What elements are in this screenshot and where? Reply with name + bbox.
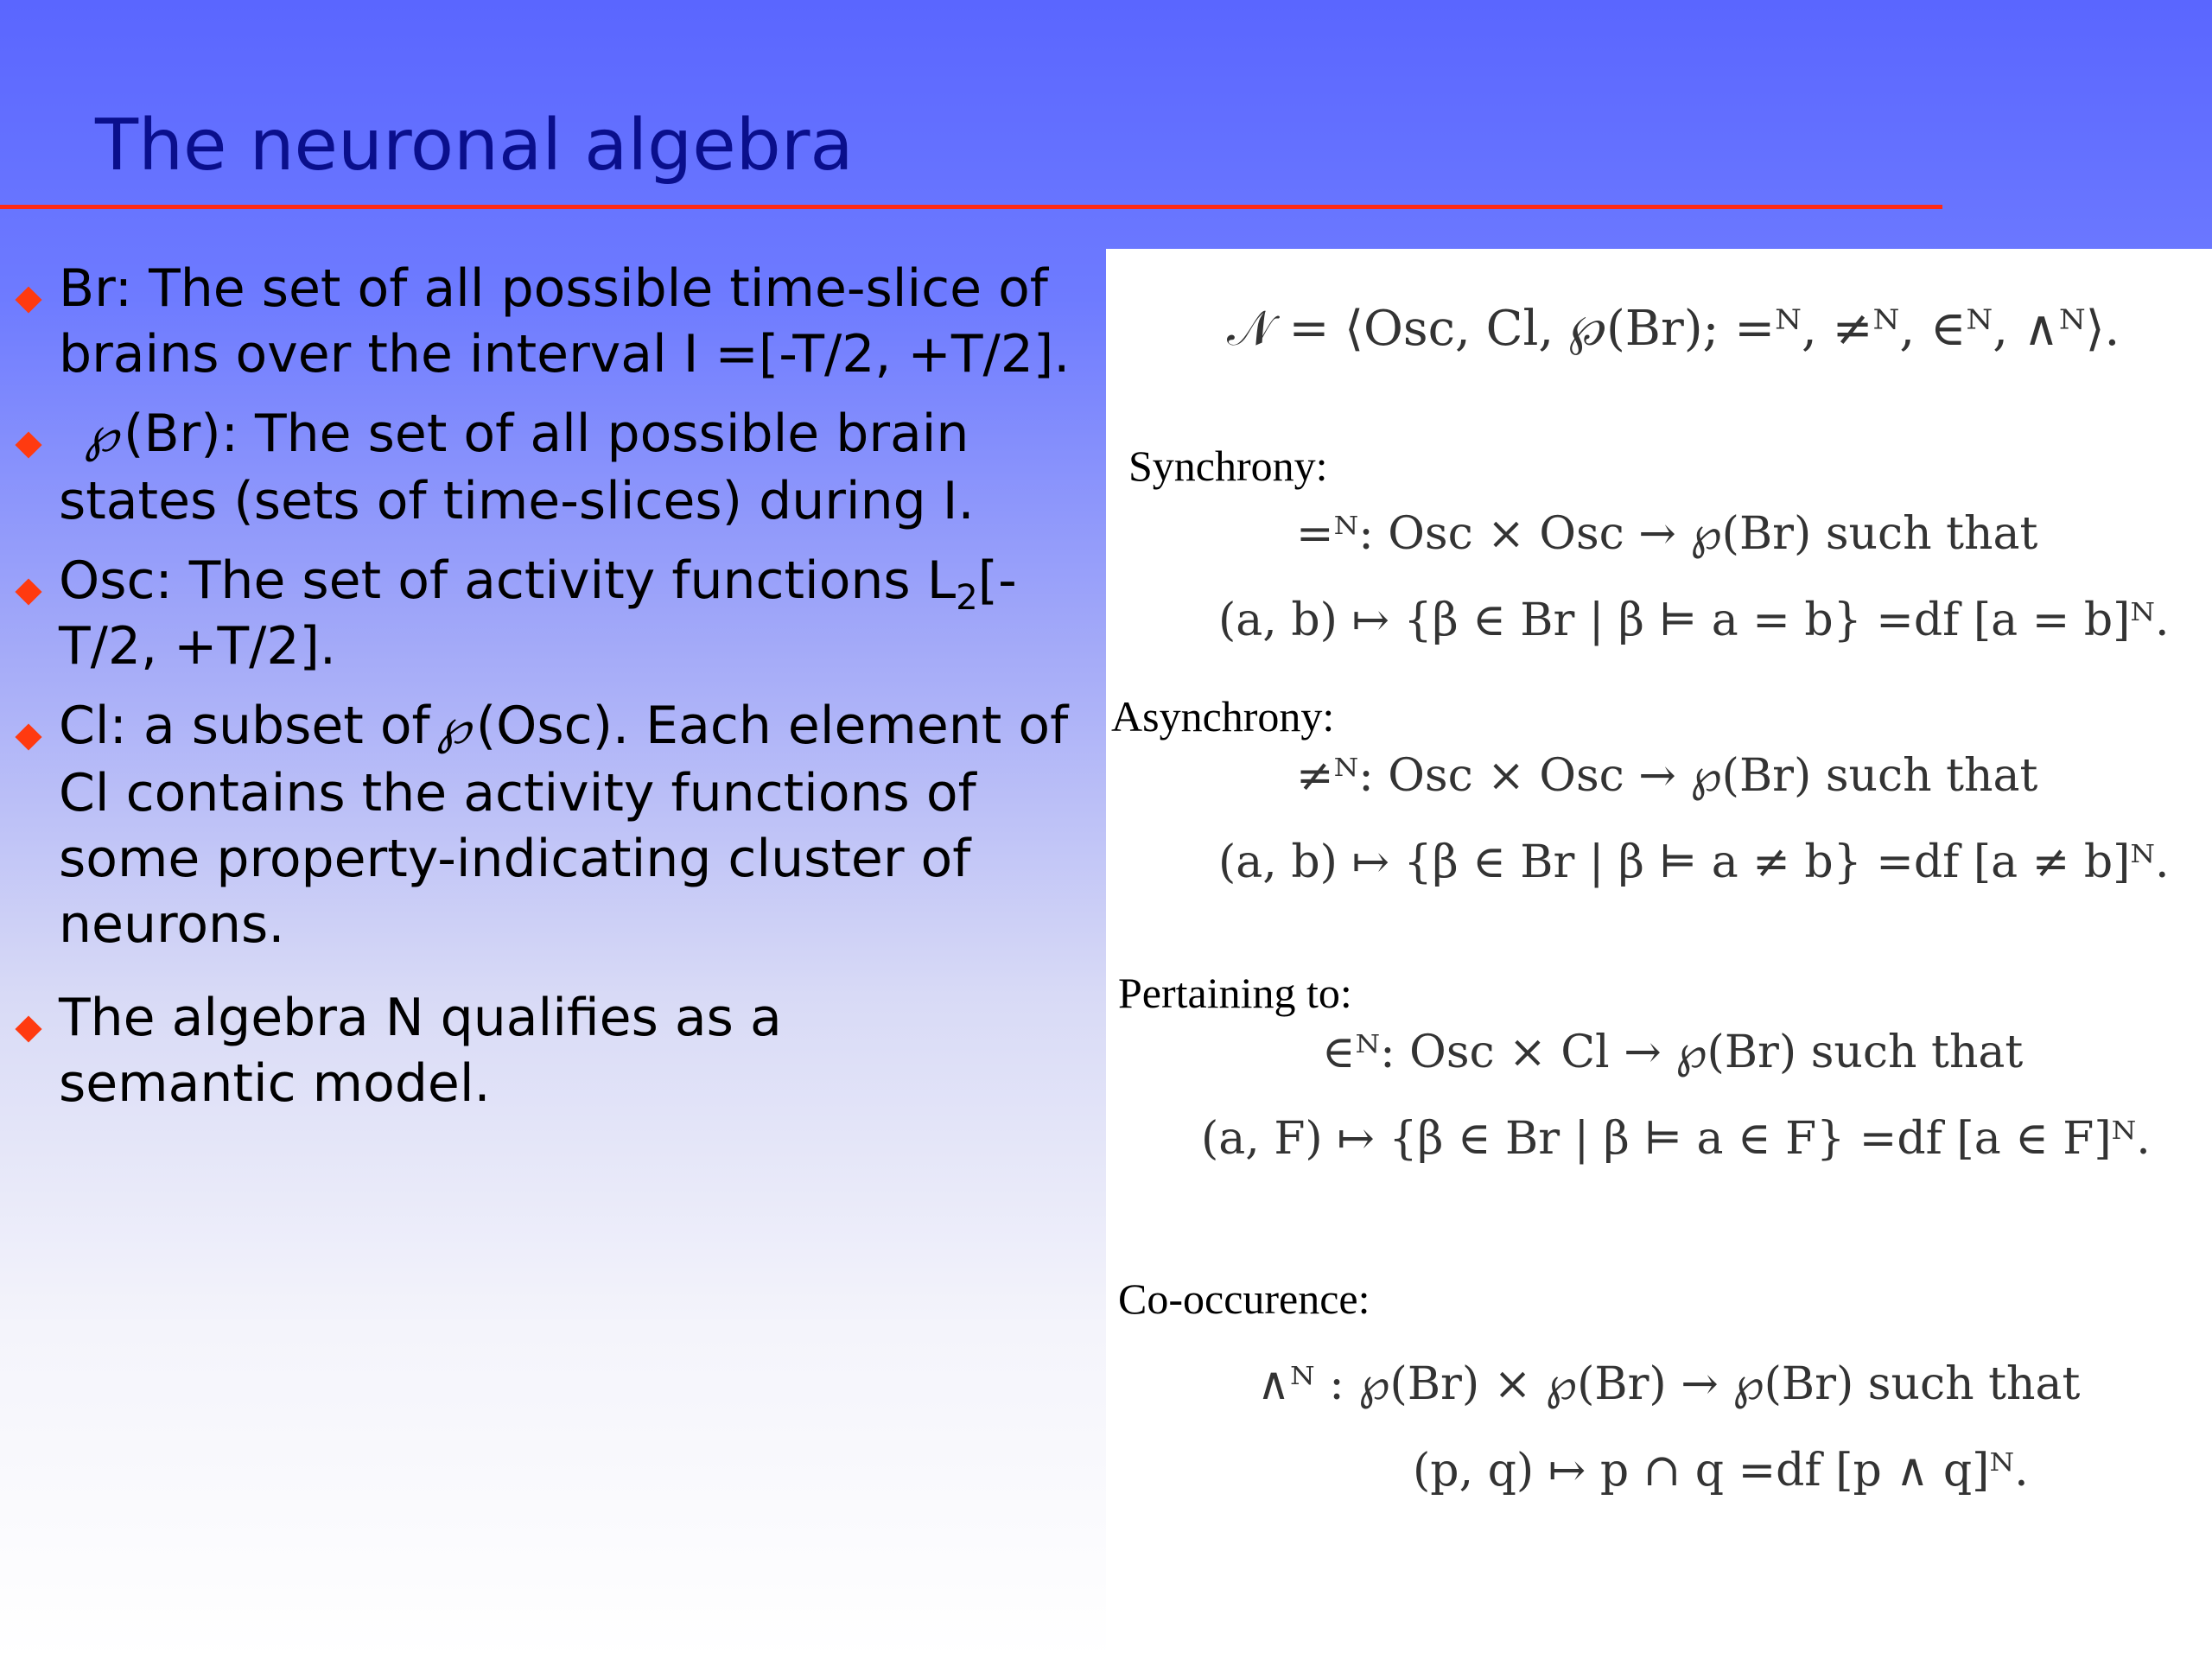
bullet-power-set-br-rest: (Br): The set of all possible brain states (sets of time-slices) during I. xyxy=(59,404,975,531)
power-set-symbol: ℘ xyxy=(436,699,471,755)
bullet-osc-text xyxy=(59,548,1096,679)
asynchrony-formula-1: ≠ᴺ: Osc × Osc → ℘(Br) such that xyxy=(1296,750,2038,802)
bullet-diamond-icon xyxy=(15,431,41,458)
bullet-diamond-icon xyxy=(15,578,41,605)
slide-title: The neuronal algebra xyxy=(95,105,854,187)
bullet-cl-post: (Osc). Each element of Cl contains the activity functions of some property-indicating cluster of neurons. xyxy=(59,696,1069,955)
formula-panel xyxy=(1106,249,2212,1659)
algebra-definition: 𝒩 = ⟨Osc, Cl, ℘(Br); =ᴺ, ≠ᴺ, ∈ᴺ, ∧ᴺ⟩. xyxy=(1227,301,2120,357)
cooccurence-formula-2: (p, q) ↦ p ∩ q =df [p ∧ q]ᴺ. xyxy=(1413,1445,2029,1497)
bullet-diamond-icon xyxy=(15,286,41,313)
asynchrony-label: Asynchrony: xyxy=(1111,692,1335,741)
power-set-symbol: ℘ xyxy=(85,407,119,463)
bullet-osc-sub: 2 xyxy=(956,578,978,618)
bullet-osc-pre: Osc: The set of activity functions L xyxy=(59,550,957,611)
bullet-semantic-model-text: The algebra N qualifies as a semantic model. xyxy=(59,988,782,1114)
bullet-cl-pre: Cl: a subset of xyxy=(59,696,430,756)
bullet-power-set-br-text xyxy=(59,401,1096,534)
bullet-cl-text xyxy=(59,693,1096,957)
cooccurence-formula-1: ∧ᴺ : ℘(Br) × ℘(Br) → ℘(Br) such that xyxy=(1257,1358,2081,1410)
bullet-osc-post: [-T/2, +T/2]. xyxy=(59,550,1017,677)
bullet-diamond-icon xyxy=(15,1015,41,1042)
synchrony-formula-1: =ᴺ: Osc × Osc → ℘(Br) such that xyxy=(1296,508,2038,560)
bullet-diamond-icon xyxy=(15,723,41,750)
asynchrony-formula-2: (a, b) ↦ {β ∈ Br | β ⊨ a ≠ b} =df [a ≠ b]ᴺ. xyxy=(1218,836,2170,888)
synchrony-label: Synchrony: xyxy=(1128,442,1328,490)
pertaining-label: Pertaining to: xyxy=(1118,969,1352,1017)
cooccurence-label: Co-occurence: xyxy=(1118,1274,1370,1323)
pertaining-formula-2: (a, F) ↦ {β ∈ Br | β ⊨ a ∈ F} =df [a ∈ F]ᴺ. xyxy=(1201,1113,2151,1165)
title-underline xyxy=(0,205,1942,209)
pertaining-formula-1: ∈ᴺ: Osc × Cl → ℘(Br) such that xyxy=(1322,1027,2024,1078)
bullet-br-text: Br: The set of all possible time-slice of brains over the interval I =[-T/2, +T/2]. xyxy=(59,258,1071,385)
synchrony-formula-2: (a, b) ↦ {β ∈ Br | β ⊨ a = b} =df [a = b]ᴺ. xyxy=(1218,594,2170,646)
